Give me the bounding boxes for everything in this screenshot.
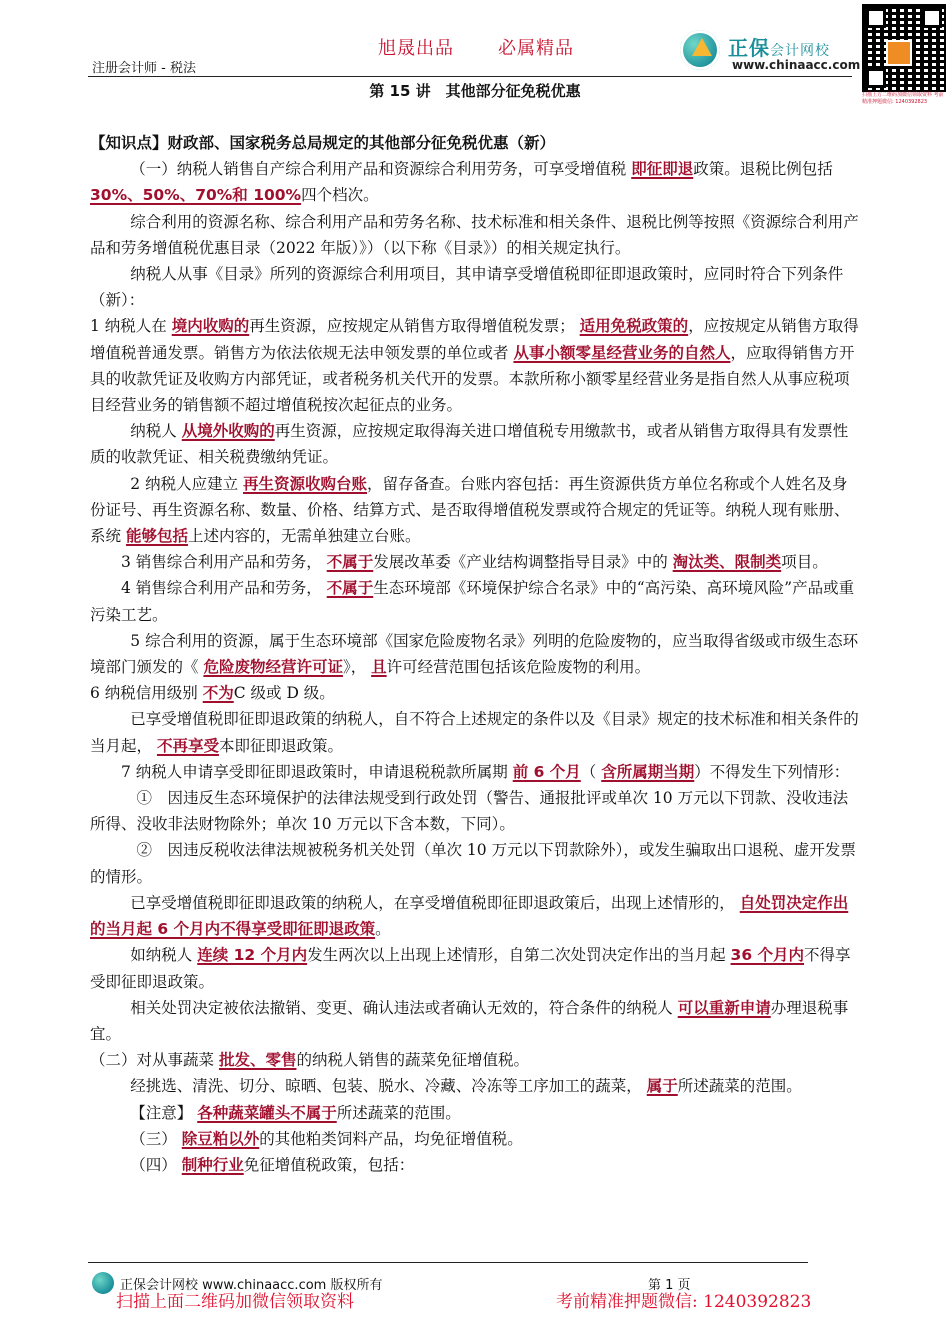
text-run: 的纳税人销售的蔬菜免征增值税。 [296, 1051, 529, 1070]
key-term: 30%、50%、70%和 100% [90, 186, 302, 205]
text-run: 政策。退税比例包括 [693, 160, 833, 179]
page-number: 第 1 页 [648, 1278, 691, 1293]
key-term: 除豆粕以外 [181, 1129, 260, 1148]
text-run: 3 销售综合利用产品和劳务， [121, 553, 327, 572]
text-run: ，留存备查。台账内容包括：再生资源供货方单位名称或个人姓名及身份证号、再生资源名称、数量、价格、结算方式、是否取得增值税发票或符合规定的凭证等。纳税人现有账册、系统 [90, 474, 850, 546]
text-run: （四） [130, 1155, 182, 1174]
paragraph [90, 471, 860, 550]
paragraph [90, 156, 860, 208]
text-run: （三） [130, 1129, 182, 1148]
key-term: 属于 [646, 1077, 678, 1096]
paragraph [90, 706, 860, 758]
text-run: 综合利用的资源名称、综合利用产品和劳务名称、技术标准和相关条件、退税比例等按照《资源综合利用产品和劳务增值税优惠目录（2022 年版）》）（以下称《目录》）的相关规定执行。 [90, 212, 859, 257]
footer-divider [88, 1262, 808, 1263]
text-run: 1 纳税人在 [90, 317, 172, 336]
key-term: 再生资源收购台账 [243, 474, 368, 493]
text-run: 相关处罚决定被依法撤销、变更、确认违法或者确认无效的，符合条件的纳税人 [130, 998, 678, 1017]
key-term: 且 [371, 658, 387, 677]
text-run: 项目。 [781, 553, 828, 572]
promo-wechat-text: 考前精准押题微信: 1240392823 [556, 1292, 812, 1312]
text-run: 上述内容的，无需单独建立台账。 [187, 527, 421, 546]
paragraph [90, 209, 860, 261]
logo-text [728, 32, 830, 61]
key-term: 从境外收购的 [181, 422, 275, 441]
qr-finder-top-left [866, 8, 886, 28]
paragraph [90, 418, 860, 470]
text-run: （ [580, 762, 602, 781]
text-run: 6 纳税信用级别 [90, 684, 203, 703]
paragraph [90, 1126, 860, 1152]
text-run: ② 因违反税收法律法规被税务机关处罚（单次 10 万元以下罚款除外），或发生骗取出口退税、虚开发票的情形。 [90, 841, 856, 886]
text-run: 4 销售综合利用产品和劳务， [121, 579, 327, 598]
paragraph [90, 313, 860, 418]
key-term: 制种行业 [181, 1155, 244, 1174]
text-run: 已享受增值税即征即退政策的纳税人，在享受增值税即征即退政策后，出现上述情形的， [130, 893, 740, 912]
key-term: 能够包括 [125, 527, 188, 546]
text-run: 2 纳税人应建立 [130, 474, 244, 493]
key-term: 不再享受 [156, 736, 219, 755]
text-run: 办理退税事宜。 [90, 998, 849, 1043]
key-term: 不属于 [326, 553, 374, 572]
qr-finder-top-right [922, 8, 942, 28]
text-run: 发展改革委《产业结构调整指导目录》中的 [373, 553, 673, 572]
text-run: （二）对从事蔬菜 [90, 1051, 219, 1070]
text-run: 发生两次以上出现上述情形，自第二次处罚决定作出的当月起 [307, 946, 731, 965]
key-term: 从事小额零星经营业务的自然人 [513, 343, 731, 362]
key-term: 各种蔬菜罐头不属于 [197, 1103, 337, 1122]
qr-caption: 扫描上方二维码加微信领取资料 考前精准押题微信: 1240392823 [862, 92, 944, 105]
key-term: 连续 12 个月内 [197, 946, 308, 965]
key-term: 即征即退 [631, 160, 694, 179]
logo-name: 正保 [728, 36, 770, 60]
text-run: ，应取得销售方开具的收款凭证及收购方内部凭证，或者税务机关代开的发票。本款所称小额零星经营业务是指自然人从事应税项目经营业务的销售额不超过增值税按次起征点的业务。 [90, 343, 855, 415]
course-name: 注册会计师 - 税法 [92, 61, 196, 76]
paragraph [90, 890, 860, 942]
logo-mark-icon [692, 38, 712, 56]
logo-sub: 会计网校 [770, 43, 830, 59]
text-run: 如纳税人 [130, 946, 198, 965]
key-term: 适用免税政策的 [579, 317, 689, 336]
key-term: 不属于 [326, 579, 374, 598]
lecture-title: 第 15 讲 其他部分征免税优惠 [369, 82, 581, 100]
text-run: 纳税人 [130, 422, 182, 441]
text-run: 【知识点】财政部、国家税务总局规定的其他部分征免税优惠（新） [90, 134, 556, 152]
key-term: 境内收购的 [171, 317, 250, 336]
text-run: 所述蔬菜的范围。 [336, 1103, 461, 1122]
paragraph [90, 1047, 860, 1073]
footer-logo-icon [92, 1272, 114, 1294]
text-run: 的其他粕类饲料产品，均免征增值税。 [259, 1129, 523, 1148]
text-run: 生态环境部《环境保护综合名录》中的“高污染、高环境风险”产品或重污染工艺。 [90, 579, 855, 624]
key-term: 不为 [202, 684, 234, 703]
key-term: 前 6 个月 [512, 762, 581, 781]
document-body [90, 130, 860, 1178]
text-run: （一）纳税人销售自产综合利用产品和资源综合利用劳务，可享受增值税 [130, 160, 632, 179]
text-run: 纳税人从事《目录》所列的资源综合利用项目，其申请享受增值税即征即退政策时，应同时符合下列条件（新）： [90, 265, 844, 310]
text-run: 再生资源，应按规定从销售方取得增值税发票； [249, 317, 580, 336]
paragraph [90, 995, 860, 1047]
text-run: 四个档次。 [301, 186, 379, 205]
text-run: 7 纳税人申请享受即征即退政策时，申请退税税款所属期 [121, 762, 513, 781]
text-run: ，应按规定从销售方取得增值税普通发票。销售方为依法依规无法申领发票的单位或者 [90, 317, 859, 362]
paragraph [90, 628, 860, 680]
key-term: 含所属期当期 [601, 762, 695, 781]
text-run: 许可经营范围包括该危险废物的利用。 [386, 658, 651, 677]
text-run: 再生资源，应按规定取得海关进口增值税专用缴款书，或者从销售方取得具有发票性质的收款凭证、相关税费缴纳凭证。 [90, 422, 849, 467]
text-run: 已享受增值税即征即退政策的纳税人，自不符合上述规定的条件以及《目录》规定的技术标准和相关条件的当月起， [90, 710, 859, 755]
text-run: 【注意】 [130, 1103, 198, 1122]
paragraph [90, 1073, 860, 1099]
promo-qr-text: 扫描上面二维码加微信领取资料 [116, 1292, 354, 1312]
paragraph [90, 1100, 860, 1126]
slogan-left: 旭晟出品 [378, 38, 454, 59]
key-term: 可以重新申请 [677, 998, 771, 1017]
text-run: 》， [342, 658, 372, 677]
text-run: 本即征即退政策。 [218, 736, 343, 755]
paragraph [90, 575, 860, 627]
key-term: 批发、零售 [218, 1051, 297, 1070]
text-run: 不得享受即征即退政策。 [90, 946, 851, 991]
qr-center-logo-icon [886, 40, 912, 66]
header-divider [88, 76, 852, 77]
paragraph [90, 680, 860, 706]
paragraph [90, 549, 860, 575]
paragraph [90, 942, 860, 994]
paragraph [90, 1152, 860, 1178]
paragraph [90, 759, 860, 785]
text-run: ）不得发生下列情形： [694, 762, 850, 781]
paragraph [90, 785, 860, 837]
text-run: 所述蔬菜的范围。 [677, 1077, 802, 1096]
slogan-right: 必属精品 [498, 38, 574, 59]
key-term: 36 个月内 [730, 946, 805, 965]
text-run: 5 综合利用的资源，属于生态环境部《国家危险废物名录》列明的危险废物的，应当取得省级或市级生态环境部门颁发的《 [90, 631, 859, 677]
key-term: 危险废物经营许可证 [203, 658, 343, 677]
footer-copyright: 正保会计网校 www.chinaacc.com 版权所有 [120, 1278, 383, 1293]
key-term: 淘汰类、限制类 [672, 553, 782, 572]
paragraph [90, 837, 860, 889]
text-run: C 级或 D 级。 [233, 684, 335, 703]
text-run: ① 因违反生态环境保护的法律法规受到行政处罚（警告、通报批评或单次 10 万元以下罚款、没收违法所得、没收非法财物除外；单次 10 万元以下含本数，下同）。 [90, 789, 849, 834]
text-run: 。 [375, 920, 391, 939]
paragraph [90, 261, 860, 313]
key-term: 自处罚决定作出的当月起 6 个月内不得享受即征即退政策 [90, 893, 849, 939]
text-run: 免征增值税政策，包括： [243, 1155, 415, 1174]
logo-url: www.chinaacc.com [732, 58, 861, 72]
knowledge-point-heading [90, 130, 860, 156]
text-run: 经挑选、清洗、切分、晾晒、包装、脱水、冷藏、冷冻等工序加工的蔬菜， [130, 1077, 647, 1096]
